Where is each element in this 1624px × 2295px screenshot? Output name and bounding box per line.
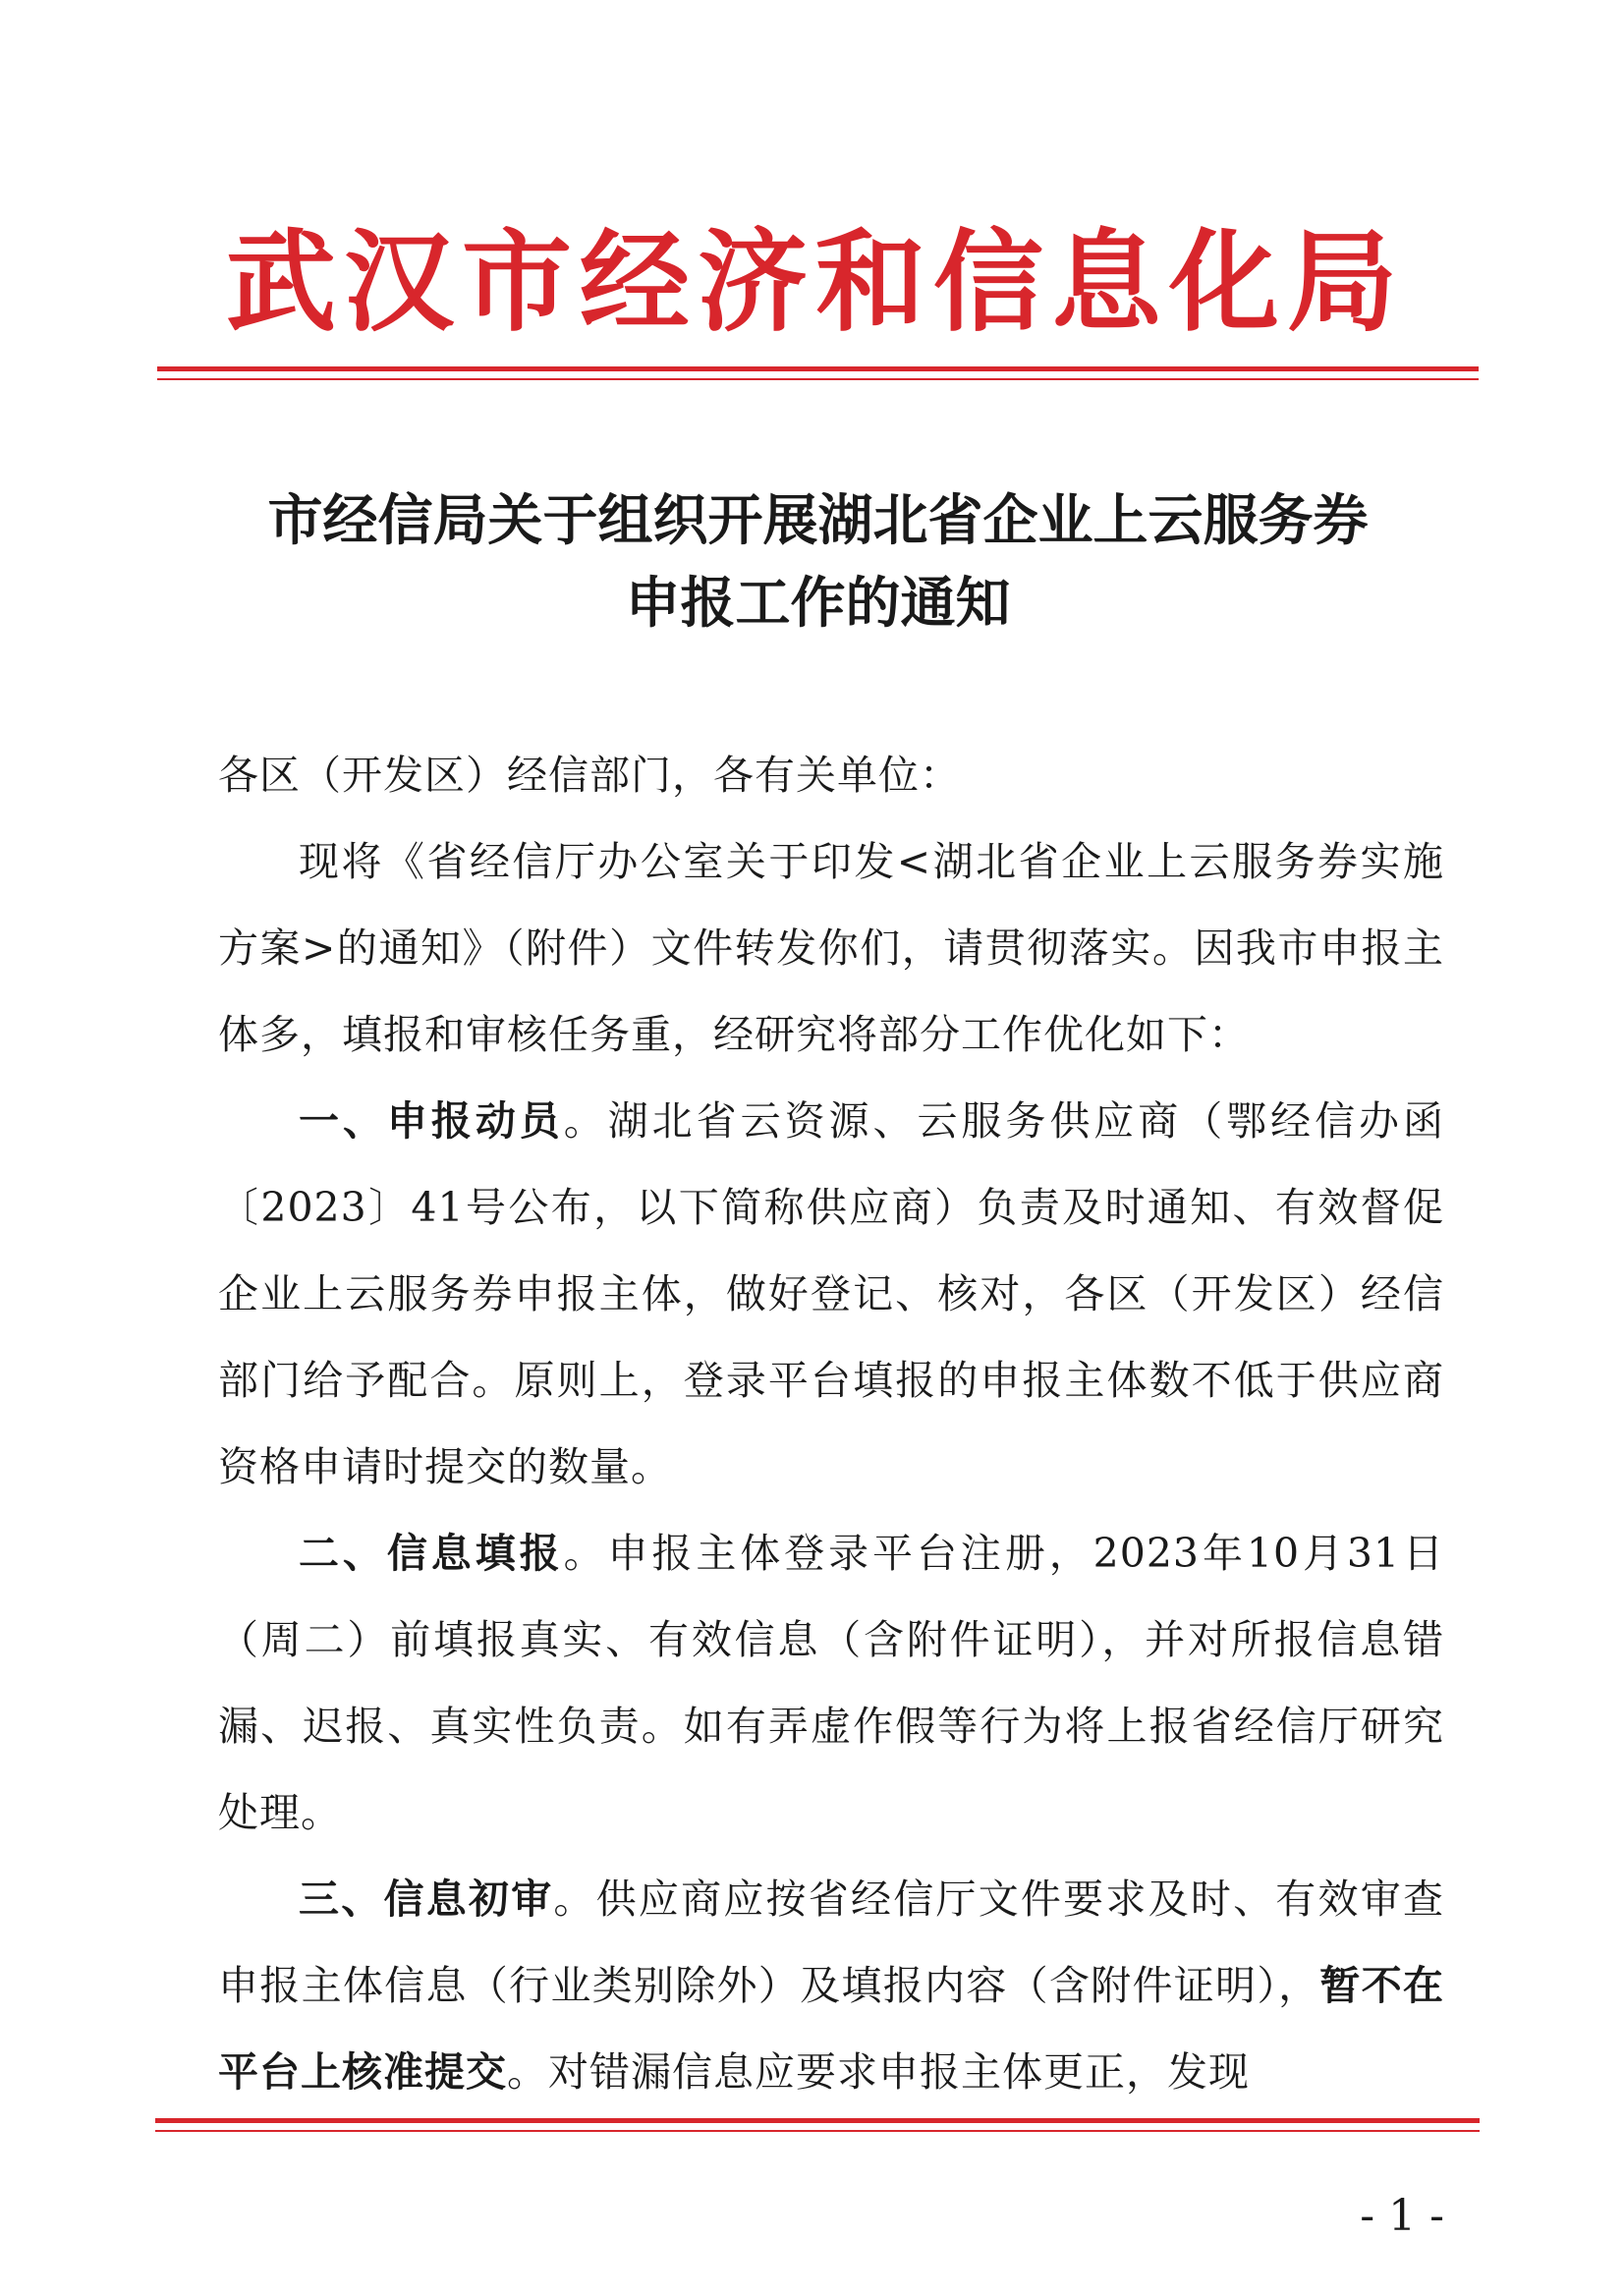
footer-thick-rule [155,2118,1480,2123]
title-line-1: 市经信局关于组织开展湖北省企业上云服务券 [267,488,1369,553]
section-3-tail: 。对错漏信息应要求申报主体更正，发现 [507,2048,1250,2096]
section-1-heading: 一、申报动员 [299,1097,564,1145]
page-number: - 1 - [1360,2191,1444,2241]
footer-thin-rule [155,2130,1480,2132]
document-title [157,479,1479,644]
masthead-thick-rule [157,366,1479,371]
section-2-paragraph [218,1510,1444,1856]
issuer-masthead: 武汉市经济和信息化局 [226,219,1405,347]
masthead-thin-rule [157,378,1479,380]
intro-paragraph: 现将《省经信厅办公室关于印发<湖北省企业上云服务券实施方案>的通知》（附件）文件转发你们，请贯彻落实。因我市申报主体多，填报和审核任务重，经研究将部分工作优化如下： [218,838,1444,1058]
salutation: 各区（开发区）经信部门，各有关单位： [218,752,961,799]
title-line-2: 申报工作的通知 [625,571,1011,636]
document-body [218,732,1444,2115]
section-2-heading: 二、信息填报 [299,1530,564,1577]
section-1-text: 。湖北省云资源、云服务供应商（鄂经信办函〔2023〕41号公布，以下简称供应商）负责及时通知、有效督促企业上云服务券申报主体，做好登记、核对，各区（开发区）经信部门给予配合。原则上，登录平台填报的申报主体数不低于供应商资格申请时提交的数量。 [218,1097,1445,1490]
section-3-heading: 三、信息初审 [299,1875,554,1923]
section-3-paragraph [218,1856,1444,2115]
section-1-paragraph [218,1078,1444,1510]
section-3-emphasis: 暂不在平台上核准提交 [218,1962,1445,2096]
section-3-text: 。供应商应按省经信厅文件要求及时、有效审查申报主体信息（行业类别除外）及填报内容（含附件证明）， [218,1875,1445,2009]
section-2-text: 。申报主体登录平台注册，2023年10月31日（周二）前填报真实、有效信息（含附件证明），并对所报信息错漏、迟报、真实性负责。如有弄虚作假等行为将上报省经信厅研究处理。 [218,1530,1444,1836]
